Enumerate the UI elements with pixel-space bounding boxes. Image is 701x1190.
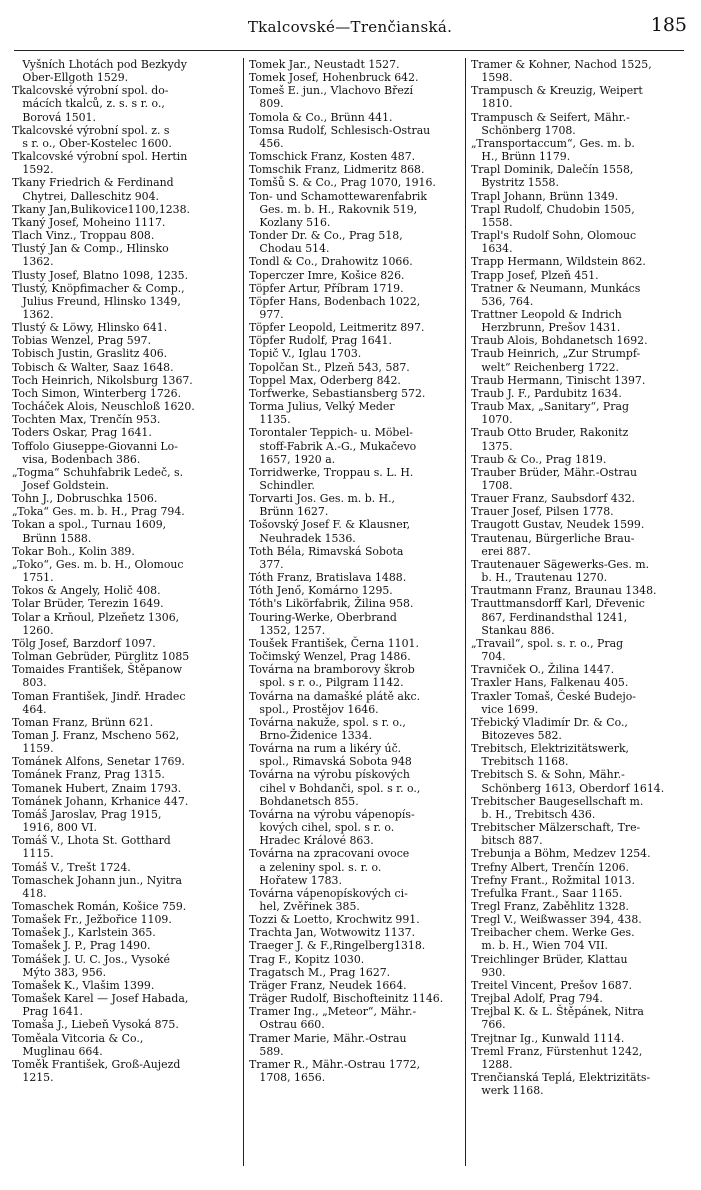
directory-line: Traub J. F., Pardubitz 1634. bbox=[471, 386, 622, 400]
directory-line: Tratner & Neumann, Munkács bbox=[471, 281, 641, 295]
directory-line: Torfwerke, Sebastiansberg 572. bbox=[249, 386, 426, 400]
directory-line: Tomaschek Johann jun., Nyitra bbox=[12, 873, 182, 887]
directory-line: b. H., Trebitsch 436. bbox=[471, 807, 596, 821]
directory-line: Tománek Franz, Prag 1315. bbox=[12, 768, 165, 782]
directory-line: 766. bbox=[471, 1018, 506, 1032]
directory-line: Tománek Johann, Krhanice 447. bbox=[12, 794, 189, 808]
directory-line: Traxler Hans, Falkenau 405. bbox=[471, 676, 629, 690]
directory-line: 1592. bbox=[12, 163, 54, 177]
directory-line: Toders Oskar, Prag 1641. bbox=[12, 426, 152, 440]
directory-line: Tonder Dr. & Co., Prag 518, bbox=[249, 229, 403, 243]
directory-line: Tramer Ing., „Meteor“, Mähr.- bbox=[249, 1005, 417, 1019]
directory-line: Torontaler Teppich- u. Möbel- bbox=[249, 426, 413, 440]
directory-line: Továrna na bramborovy škrob bbox=[249, 663, 415, 677]
directory-line: Tolar a Krňoul, Plzeňetz 1306, bbox=[12, 610, 180, 624]
directory-line: Treml Franz, Fürstenhut 1242, bbox=[471, 1044, 643, 1058]
directory-line: Továrna na výrobu pískových bbox=[249, 768, 410, 782]
directory-line: Traub Hermann, Tinischt 1397. bbox=[471, 373, 646, 387]
directory-line: Tregl V., Weißwasser 394, 438. bbox=[471, 913, 642, 927]
directory-line: Tomeš E. jun., Vlachovo Březí bbox=[249, 84, 414, 98]
directory-line: Trautmann Franz, Braunau 1348. bbox=[471, 584, 657, 598]
directory-line: Tošovský Josef F. & Klausner, bbox=[249, 518, 411, 532]
directory-line: Tomsa Rudolf, Schlesisch-Ostrau bbox=[249, 123, 431, 137]
directory-line: Tomschick Franz, Kosten 487. bbox=[249, 150, 416, 164]
directory-line: mácích tkalců, z. s. s r. o., bbox=[12, 97, 165, 111]
directory-line: 1215. bbox=[12, 1071, 54, 1085]
directory-line: 930. bbox=[471, 965, 506, 979]
directory-line: 1708, 1656. bbox=[249, 1071, 326, 1085]
directory-line: 589. bbox=[249, 1044, 284, 1058]
directory-line: cihel v Bohdanči, spol. s r. o., bbox=[249, 781, 421, 795]
directory-line: Ostrau 660. bbox=[249, 1018, 325, 1032]
directory-line: erei 887. bbox=[471, 544, 531, 558]
directory-line: Traub Alois, Bohdanetsch 1692. bbox=[471, 334, 648, 348]
directory-line: 1598. bbox=[471, 71, 513, 85]
directory-line: Treibacher chem. Werke Ges. bbox=[471, 926, 635, 940]
directory-line: Trapp Josef, Plzeň 451. bbox=[471, 268, 599, 282]
directory-line: Vyšních Lhotách pod Bezkydy bbox=[12, 58, 187, 71]
directory-line: Továrna nakuže, spol. s r. o., bbox=[249, 715, 406, 729]
directory-line: 418. bbox=[12, 886, 47, 900]
directory-line: s r. o., Ober-Kostelec 1600. bbox=[12, 136, 172, 150]
directory-line: Továrna na rum a likéry úč. bbox=[249, 742, 402, 756]
directory-line: Torvarti Jos. Ges. m. b. H., bbox=[249, 492, 396, 506]
directory-line: Touring-Werke, Oberbrand bbox=[249, 610, 397, 624]
directory-line: Tomaschek Román, Košice 759. bbox=[12, 900, 187, 913]
directory-line: Trefulka Frant., Saar 1165. bbox=[471, 886, 623, 900]
directory-line: Tolman Gebrüder, Pürglitz 1085 bbox=[12, 650, 190, 664]
directory-line: Toušek František, Černa 1101. bbox=[249, 636, 419, 650]
directory-line: Továrna vápenopískových ci- bbox=[249, 886, 408, 900]
directory-line: Továrna na zpracovani ovoce bbox=[249, 847, 410, 861]
directory-line: 1159. bbox=[12, 742, 54, 756]
directory-line: Tlach Vinz., Troppau 808. bbox=[12, 229, 155, 243]
directory-line: 704. bbox=[471, 650, 506, 664]
directory-line: Muglinau 664. bbox=[12, 1044, 103, 1058]
directory-line: 1634. bbox=[471, 242, 513, 256]
directory-line: werk 1168. bbox=[471, 1084, 544, 1098]
directory-line: Tokar Boh., Kolin 389. bbox=[12, 544, 135, 558]
directory-line: Trapp Hermann, Wildstein 862. bbox=[471, 255, 646, 269]
directory-line: Tolar Brüder, Terezin 1649. bbox=[12, 597, 164, 611]
directory-line: Tomašek Fr., Ježbořice 1109. bbox=[12, 913, 172, 927]
directory-line: Chodau 514. bbox=[249, 242, 330, 256]
directory-line: Mýto 383, 956. bbox=[12, 965, 107, 979]
directory-line: Toth Béla, Rimavská Sobota bbox=[249, 544, 404, 558]
directory-line: Toperczer Imre, Košice 826. bbox=[249, 268, 405, 282]
directory-line: Herzbrunn, Prešov 1431. bbox=[471, 321, 621, 335]
directory-line: Trapl Johann, Brünn 1349. bbox=[471, 189, 619, 203]
directory-line: Trebunja a Böhm, Medzev 1254. bbox=[471, 847, 651, 861]
directory-line: Toměala Vitcoria & Co., bbox=[12, 1031, 144, 1045]
directory-line: Tondl & Co., Drahowitz 1066. bbox=[249, 255, 413, 269]
directory-line: Tkalcovské výrobní spol. do- bbox=[12, 84, 169, 98]
directory-line: Tomola & Co., Brünn 441. bbox=[249, 110, 393, 124]
directory-line: Stankau 886. bbox=[471, 623, 555, 637]
directory-line: Třebický Vladimír Dr. & Co., bbox=[471, 715, 628, 729]
directory-line: Borová 1501. bbox=[12, 110, 96, 124]
directory-line: Tóth Jenő, Komárno 1295. bbox=[249, 584, 393, 598]
directory-line: Trauer Franz, Saubsdorf 432. bbox=[471, 492, 636, 506]
directory-line: Tkalcovské výrobní spol. z. s bbox=[12, 123, 170, 137]
directory-line: Točimský Wenzel, Prag 1486. bbox=[249, 650, 411, 664]
directory-line: 1115. bbox=[12, 847, 54, 861]
directory-line: Josef Goldstein. bbox=[12, 479, 109, 492]
directory-line: Julius Freund, Hlinsko 1349, bbox=[12, 294, 181, 308]
directory-line: Tobias Wenzel, Prag 597. bbox=[12, 334, 152, 348]
directory-line: 1916, 800 VI. bbox=[12, 821, 97, 835]
directory-line: Trautenau, Bürgerliche Brau- bbox=[471, 531, 635, 545]
directory-line: Tregl Franz, Zaběhlitz 1328. bbox=[471, 900, 629, 913]
directory-line: Topolčan St., Plzeň 543, 587. bbox=[249, 360, 410, 374]
directory-line: Tomek Jar., Neustadt 1527. bbox=[249, 58, 400, 71]
directory-line: Trejbal K. & L. Štěpánek, Nitra bbox=[471, 1005, 644, 1019]
directory-line: Tomšů S. & Co., Prag 1070, 1916. bbox=[249, 176, 436, 190]
directory-line: a zeleniny spol. s. r. o. bbox=[249, 860, 382, 874]
directory-line: Brünn 1588. bbox=[12, 531, 92, 545]
directory-line: Töpfer Hans, Bodenbach 1022, bbox=[249, 294, 421, 308]
directory-line: Brünn 1627. bbox=[249, 505, 329, 519]
directory-line: 1352, 1257. bbox=[249, 623, 326, 637]
directory-line: 464. bbox=[12, 702, 47, 716]
directory-line: Prag 1641. bbox=[12, 1005, 84, 1019]
directory-line: 803. bbox=[12, 676, 47, 690]
directory-line: Trauber Brüder, Mähr.-Ostrau bbox=[471, 465, 638, 479]
column-2 bbox=[249, 58, 463, 1084]
directory-line: Tomašek K., Vlašim 1399. bbox=[12, 978, 155, 992]
directory-line: Toman František, Jindř. Hradec bbox=[12, 689, 186, 703]
directory-line: Toffolo Giuseppe-Giovanni Lo- bbox=[12, 439, 178, 453]
directory-line: 867, Ferdinandsthal 1241, bbox=[471, 610, 628, 624]
directory-line: Bystritz 1558. bbox=[471, 176, 559, 190]
directory-line: Toman Franz, Brünn 621. bbox=[12, 715, 154, 729]
page-number: 185 bbox=[650, 14, 687, 36]
directory-line: Traxler Tomaš, České Budejo- bbox=[471, 689, 636, 703]
directory-line: kových cihel, spol. s r. o. bbox=[249, 821, 395, 835]
page-header bbox=[0, 14, 701, 40]
directory-line: „Togma“ Schuhfabrik Ledeč, s. bbox=[12, 465, 184, 479]
directory-line: 1657, 1920 a. bbox=[249, 452, 336, 466]
directory-line: Ton- und Schamottewarenfabrik bbox=[249, 189, 428, 203]
column-3 bbox=[471, 58, 691, 1097]
directory-line: 1288. bbox=[471, 1057, 513, 1071]
directory-line: Kozlany 516. bbox=[249, 215, 331, 229]
directory-line: Tragatsch M., Prag 1627. bbox=[249, 965, 391, 979]
directory-line: Tomáš V., Trešt 1724. bbox=[12, 860, 131, 874]
directory-line: „Toka“ Ges. m. b. H., Prag 794. bbox=[12, 505, 185, 519]
directory-line: Továrna na damašké plátě akc. bbox=[249, 689, 421, 703]
directory-line: Trautenauer Sägewerks-Ges. m. bbox=[471, 557, 650, 571]
directory-line: 1362. bbox=[12, 255, 54, 269]
directory-line: Tlustý Jan & Comp., Hlinsko bbox=[12, 242, 169, 256]
directory-line: Trebitsch, Elektrizitätswerk, bbox=[471, 742, 630, 756]
directory-line: Tocháček Alois, Neuschloß 1620. bbox=[12, 400, 195, 414]
directory-line: visa, Bodenbach 386. bbox=[12, 452, 141, 466]
directory-line: Tokan a spol., Turnau 1609, bbox=[12, 518, 167, 532]
directory-line: Trebitscher Baugesellschaft m. bbox=[471, 794, 644, 808]
directory-line: Trenčianská Teplá, Elektrizitäts- bbox=[471, 1071, 651, 1085]
directory-line: Schönberg 1708. bbox=[471, 123, 576, 137]
directory-line: Továrna na výrobu vápenopís- bbox=[249, 807, 415, 821]
directory-line: Traub & Co., Prag 1819. bbox=[471, 452, 607, 466]
directory-line: vice 1699. bbox=[471, 702, 539, 716]
directory-line: Topič V., Iglau 1703. bbox=[249, 347, 362, 361]
directory-line: Tohn J., Dobruschka 1506. bbox=[12, 492, 158, 506]
directory-line: Toman J. Franz, Mscheno 562, bbox=[12, 728, 180, 742]
directory-line: Tölg Josef, Barzdorf 1097. bbox=[12, 636, 156, 650]
directory-line: Hořatew 1783. bbox=[249, 873, 342, 887]
directory-line: Traugott Gustav, Neudek 1599. bbox=[471, 518, 645, 532]
directory-line: 1070. bbox=[471, 413, 513, 427]
directory-line: Torma Julius, Velký Meder bbox=[249, 400, 395, 414]
directory-line: Trapl's Rudolf Sohn, Olomouc bbox=[471, 229, 637, 243]
directory-line: 809. bbox=[249, 97, 284, 111]
directory-line: „Transportaccum“, Ges. m. b. bbox=[471, 136, 635, 150]
directory-line: Bitozeves 582. bbox=[471, 728, 562, 742]
column-divider-2 bbox=[465, 58, 466, 1166]
directory-line: Toměk František, Groß-Aujezd bbox=[12, 1057, 181, 1071]
directory-line: Traub Heinrich, „Zur Strumpf- bbox=[471, 347, 641, 361]
directory-line: Tlustý, Knöpfimacher & Comp., bbox=[12, 281, 185, 295]
directory-line: Travniček O., Žilina 1447. bbox=[471, 663, 615, 677]
directory-line: 536, 764. bbox=[471, 294, 534, 308]
directory-line: Tomaides František, Štěpanow bbox=[12, 663, 183, 677]
directory-line: Töpfer Artur, Příbram 1719. bbox=[249, 281, 404, 295]
directory-line: Töpfer Rudolf, Prag 1641. bbox=[249, 334, 392, 348]
directory-line: 1558. bbox=[471, 215, 513, 229]
directory-line: Tramer R., Mähr.-Ostrau 1772, bbox=[249, 1057, 421, 1071]
directory-line: Trampusch & Kreuzig, Weipert bbox=[471, 84, 643, 98]
directory-line: „Travail“, spol. s. r. o., Prag bbox=[471, 636, 624, 650]
directory-line: bitsch 887. bbox=[471, 834, 543, 848]
directory-line: 456. bbox=[249, 136, 284, 150]
directory-line: 1751. bbox=[12, 571, 54, 585]
directory-line: Träger Franz, Neudek 1664. bbox=[249, 978, 407, 992]
directory-line: Neuhradek 1536. bbox=[249, 531, 356, 545]
directory-line: Tkalcovské výrobní spol. Hertin bbox=[12, 150, 188, 164]
directory-line: Tramer & Kohner, Nachod 1525, bbox=[471, 58, 652, 71]
directory-line: Tozzi & Loetto, Krochwitz 991. bbox=[249, 913, 420, 927]
directory-line: Toppel Max, Oderberg 842. bbox=[249, 373, 401, 387]
directory-line: Tkaný Josef, Moheino 1117. bbox=[12, 215, 166, 229]
directory-line: Torridwerke, Troppau s. L. H. bbox=[249, 465, 414, 479]
directory-line: Tkany Jan,Bulikovice1100,1238. bbox=[12, 202, 190, 216]
directory-line: Treichlinger Brüder, Klattau bbox=[471, 952, 628, 966]
directory-line: „Toko“, Ges. m. b. H., Olomouc bbox=[12, 557, 184, 571]
directory-line: welt“ Reichenberg 1722. bbox=[471, 360, 619, 374]
directory-line: 1260. bbox=[12, 623, 54, 637]
directory-line: Tkany Friedrich & Ferdinand bbox=[12, 176, 174, 190]
directory-line: Trebitsch 1168. bbox=[471, 755, 569, 769]
directory-line: Trattner Leopold & Indrich bbox=[471, 307, 622, 321]
directory-line: Tomáš Jaroslav, Prag 1915, bbox=[12, 807, 162, 821]
directory-line: Tomek Josef, Hohenbruck 642. bbox=[249, 71, 419, 85]
directory-line: b. H., Trautenau 1270. bbox=[471, 571, 608, 585]
directory-line: Ges. m. b. H., Rakovnik 519, bbox=[249, 202, 418, 216]
directory-line: 977. bbox=[249, 307, 284, 321]
directory-line: spol., Prostějov 1646. bbox=[249, 702, 379, 716]
directory-line: Tokos & Angely, Holič 408. bbox=[12, 584, 161, 598]
directory-line: 1375. bbox=[471, 439, 513, 453]
directory-line: Trauttmansdorff Karl, Dřevenic bbox=[471, 597, 645, 611]
directory-line: Schindler. bbox=[249, 479, 315, 492]
running-title: Tkalcovské—Trenčianská. bbox=[247, 18, 453, 36]
top-rule bbox=[14, 50, 684, 51]
directory-line: Tomáš V., Lhota St. Gotthard bbox=[12, 834, 171, 848]
directory-line: Trefny Frant., Rožmital 1013. bbox=[471, 873, 635, 887]
directory-line: Tomašek J. P., Prag 1490. bbox=[12, 939, 151, 953]
directory-line: Traub Max, „Sanitary“, Prag bbox=[471, 400, 629, 414]
directory-line: Trauer Josef, Pilsen 1778. bbox=[471, 505, 614, 519]
directory-line: Tóth's Likörfabrik, Žilina 958. bbox=[249, 597, 414, 611]
directory-line: m. b. H., Wien 704 VII. bbox=[471, 939, 608, 953]
directory-line: Tomschik Franz, Lidmeritz 868. bbox=[249, 163, 425, 177]
directory-line: 1708. bbox=[471, 479, 513, 492]
directory-line: Tomašek J., Karlstein 365. bbox=[12, 926, 156, 940]
directory-line: Toch Simon, Winterberg 1726. bbox=[12, 386, 182, 400]
directory-line: Töpfer Leopold, Leitmeritz 897. bbox=[249, 321, 425, 335]
directory-line: Tomaša J., Liebeň Vysoká 875. bbox=[12, 1018, 179, 1032]
directory-line: Tramer Marie, Mähr.-Ostrau bbox=[249, 1031, 407, 1045]
directory-line: Hradec Králové 863. bbox=[249, 834, 374, 848]
directory-line: Tobisch & Walter, Saaz 1648. bbox=[12, 360, 174, 374]
directory-line: Tóth Franz, Bratislava 1488. bbox=[249, 571, 407, 585]
directory-line: spol., Rimavská Sobota 948 bbox=[249, 755, 412, 769]
directory-line: Trebitscher Mälzerschaft, Tre- bbox=[471, 821, 641, 835]
directory-line: stoff-Fabrik A.-G., Mukačevo bbox=[249, 439, 417, 453]
directory-line: Trapl Rudolf, Chudobin 1505, bbox=[471, 202, 635, 216]
directory-line: Trejtnar Ig., Kunwald 1114. bbox=[471, 1031, 625, 1045]
directory-line: Bohdanetsch 855. bbox=[249, 794, 359, 808]
directory-line: Ober-Ellgoth 1529. bbox=[12, 71, 129, 85]
column-divider-1 bbox=[243, 58, 244, 1166]
directory-line: Tobisch Justin, Graslitz 406. bbox=[12, 347, 168, 361]
column-1 bbox=[12, 58, 241, 1084]
directory-line: Tomašek Karel — Josef Habada, bbox=[12, 992, 189, 1006]
directory-line: Tomanek Hubert, Znaim 1793. bbox=[12, 781, 182, 795]
directory-line: Trachta Jan, Wotwowitz 1137. bbox=[249, 926, 416, 940]
directory-line: Trampusch & Seifert, Mähr.- bbox=[471, 110, 630, 124]
directory-line: Schönberg 1613, Oberdorf 1614. bbox=[471, 781, 665, 795]
directory-line: hel, Zvěřinek 385. bbox=[249, 900, 360, 913]
directory-line: Toch Heinrich, Nikolsburg 1367. bbox=[12, 373, 193, 387]
directory-line: H., Brünn 1179. bbox=[471, 150, 571, 164]
directory-line: Träger Rudolf, Bischofteinitz 1146. bbox=[249, 992, 444, 1006]
directory-line: Chytrei, Dalleschitz 904. bbox=[12, 189, 159, 203]
directory-line: Tománek Alfons, Senetar 1769. bbox=[12, 755, 185, 769]
directory-line: Traub Otto Bruder, Rakonitz bbox=[471, 426, 629, 440]
directory-line: Treitel Vincent, Prešov 1687. bbox=[471, 978, 633, 992]
directory-line: Tlustý & Löwy, Hlinsko 641. bbox=[12, 321, 168, 335]
directory-line: Tomášek J. U. C. Jos., Vysoké bbox=[12, 952, 170, 966]
directory-line: Brno-Židenice 1334. bbox=[249, 728, 372, 742]
directory-line: 1135. bbox=[249, 413, 291, 427]
directory-line: Trejbal Adolf, Prag 794. bbox=[471, 992, 603, 1006]
directory-line: 1810. bbox=[471, 97, 513, 111]
directory-line: Trapl Dominik, Dalečín 1558, bbox=[471, 163, 634, 177]
directory-line: Tochten Max, Trenčín 953. bbox=[12, 413, 161, 427]
directory-line: Tlusty Josef, Blatno 1098, 1235. bbox=[12, 268, 189, 282]
directory-line: Traeger J. & F.,Ringelberg1318. bbox=[249, 939, 426, 953]
directory-line: spol. s r. o., Pilgram 1142. bbox=[249, 676, 404, 690]
directory-line: 1362. bbox=[12, 307, 54, 321]
directory-line: 377. bbox=[249, 557, 284, 571]
directory-line: Trag F., Kopitz 1030. bbox=[249, 952, 365, 966]
directory-line: Trefny Albert, Trenčín 1206. bbox=[471, 860, 630, 874]
directory-line: Trebitsch S. & Sohn, Mähr.- bbox=[471, 768, 625, 782]
